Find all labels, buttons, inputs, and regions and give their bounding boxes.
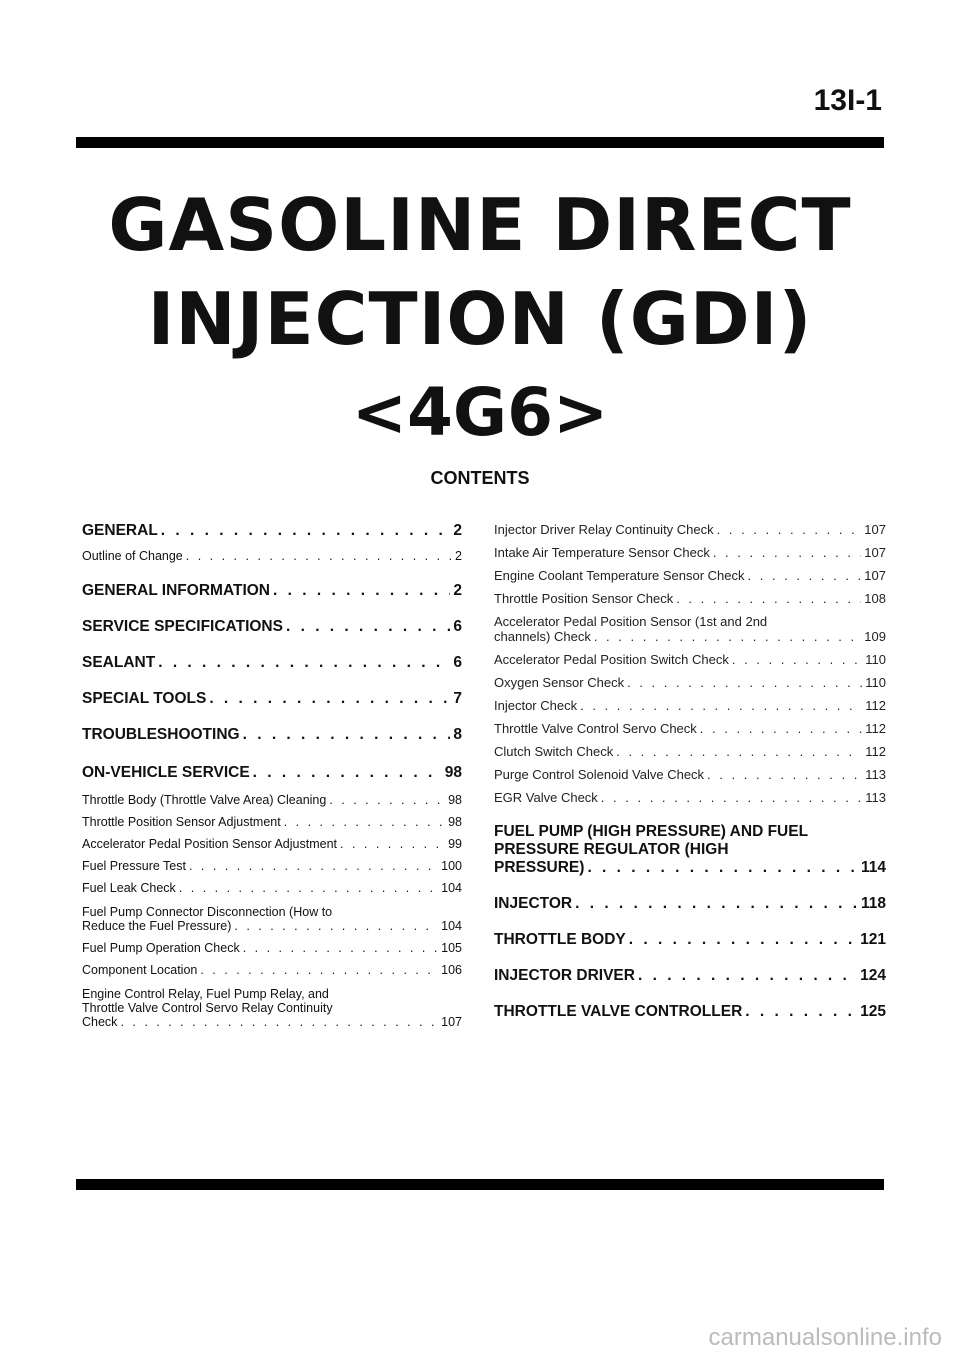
toc-entry-row xyxy=(494,1003,886,1021)
dot-leader xyxy=(580,698,862,713)
toc-entry-page: 105 xyxy=(441,941,462,955)
toc-entry-row xyxy=(82,522,462,540)
toc-entry xyxy=(82,764,462,782)
toc-entry-row xyxy=(494,652,886,667)
toc-entry-title: Fuel Leak Check xyxy=(82,881,176,895)
toc-entry-row xyxy=(494,744,886,759)
toc-entry-title: Check xyxy=(82,1015,118,1029)
dot-leader xyxy=(329,793,445,807)
toc-entry-row xyxy=(494,721,886,736)
toc-entry-title: Component Location xyxy=(82,963,198,977)
toc-entry xyxy=(82,881,462,895)
dot-leader xyxy=(627,675,862,690)
page-number: 13I-1 xyxy=(813,84,882,117)
toc-entry xyxy=(494,967,886,985)
dot-leader xyxy=(179,881,438,895)
toc-entry xyxy=(494,522,886,537)
toc-entry xyxy=(494,568,886,583)
toc-entry-title: Injector Check xyxy=(494,698,578,713)
toc-entry-page: 2 xyxy=(455,549,462,563)
toc-entry-title: SEALANT xyxy=(82,654,156,671)
toc-entry-page: 7 xyxy=(453,690,462,707)
toc-entry-row xyxy=(82,941,462,955)
toc-entry-title: Throttle Body (Throttle Valve Area) Cleaning xyxy=(82,793,327,807)
toc-entry-title-line: Throttle Valve Control Servo Relay Continuity xyxy=(82,1001,333,1015)
toc-entry-row xyxy=(82,881,462,895)
toc-entry xyxy=(82,793,462,807)
toc-entry-title: GENERAL INFORMATION xyxy=(82,582,271,599)
toc-entry-row xyxy=(494,895,886,913)
toc-entry-page: 110 xyxy=(865,675,886,690)
toc-entry-title: TROUBLESHOOTING xyxy=(82,726,240,743)
dot-leader xyxy=(616,744,862,759)
toc-entry xyxy=(82,963,462,977)
toc-entry xyxy=(494,1003,886,1021)
toc-entry-title-line: FUEL PUMP (HIGH PRESSURE) AND FUEL xyxy=(494,823,809,840)
toc-entry-title: Reduce the Fuel Pressure) xyxy=(82,919,232,933)
bottom-rule xyxy=(76,1179,884,1190)
toc-entry-row xyxy=(494,591,886,606)
toc-entry-row xyxy=(82,654,462,672)
toc-entry xyxy=(82,987,462,1029)
toc-entry-row xyxy=(494,545,886,560)
toc-entry-page: 2 xyxy=(453,522,462,539)
document-title xyxy=(0,178,960,460)
toc-entry xyxy=(82,941,462,955)
toc-entry-page: 106 xyxy=(441,963,462,977)
top-rule xyxy=(76,137,884,148)
toc-entry-row xyxy=(82,726,462,744)
title-line-3: <4G6> xyxy=(351,374,609,451)
toc-entry xyxy=(82,654,462,672)
toc-entry-title: THROTTLE BODY xyxy=(494,931,626,948)
toc-entry-page: 104 xyxy=(441,881,462,895)
toc-entry-page: 107 xyxy=(441,1015,462,1029)
toc-entry-row xyxy=(82,837,462,851)
toc-entry xyxy=(494,652,886,667)
toc-entry xyxy=(494,545,886,560)
toc-entry-page: 6 xyxy=(453,618,462,635)
toc-entry xyxy=(494,675,886,690)
dot-leader xyxy=(732,652,862,667)
toc-entry-title-line: Engine Control Relay, Fuel Pump Relay, and xyxy=(82,987,329,1001)
toc-entry xyxy=(494,614,886,644)
toc-entry xyxy=(82,837,462,851)
toc-entry-title: Clutch Switch Check xyxy=(494,744,614,759)
toc-entry-page: 112 xyxy=(865,698,886,713)
toc-entry-title: INJECTOR DRIVER xyxy=(494,967,635,984)
toc-entry xyxy=(494,790,886,805)
toc-entry xyxy=(82,905,462,933)
toc-entry-page: 110 xyxy=(865,652,886,667)
toc-entry-title: channels) Check xyxy=(494,629,591,644)
toc-entry-page: 112 xyxy=(865,744,886,759)
toc-entry xyxy=(494,823,886,877)
toc-entry-page: 6 xyxy=(453,654,462,671)
toc-entry-title-line: Fuel Pump Connector Disconnection (How to xyxy=(82,905,333,919)
toc-entry-page: 98 xyxy=(448,793,462,807)
dot-leader xyxy=(158,654,450,672)
toc-entry xyxy=(494,767,886,782)
toc-entry-title-line: Accelerator Pedal Position Sensor (1st and 2nd xyxy=(494,614,768,629)
toc-entry-title-line: PRESSURE REGULATOR (HIGH xyxy=(494,841,729,858)
toc-entry-row xyxy=(82,859,462,873)
toc-entry-row xyxy=(494,790,886,805)
toc-entry-row xyxy=(494,698,886,713)
dot-leader xyxy=(601,790,862,805)
dot-leader xyxy=(186,549,452,563)
toc-entry-row xyxy=(82,618,462,636)
toc-entry-page: 104 xyxy=(441,919,462,933)
toc-entry-page: 108 xyxy=(864,591,886,606)
toc-entry xyxy=(82,859,462,873)
toc-entry-page: 98 xyxy=(448,815,462,829)
toc-entry-title: SERVICE SPECIFICATIONS xyxy=(82,618,283,635)
dot-leader xyxy=(286,618,450,636)
toc-entry-page: 100 xyxy=(441,859,462,873)
toc-entry-title: Accelerator Pedal Position Sensor Adjustment xyxy=(82,837,337,851)
toc-entry-page: 2 xyxy=(453,582,462,599)
title-line-1: GASOLINE DIRECT xyxy=(108,183,852,267)
dot-leader xyxy=(243,726,451,744)
title-line-2: INJECTION (GDI) xyxy=(147,277,813,361)
dot-leader xyxy=(748,568,862,583)
toc-entry-title: PRESSURE) xyxy=(494,859,585,876)
toc-entry xyxy=(82,815,462,829)
toc-entry-row xyxy=(494,931,886,949)
toc-entry xyxy=(82,522,462,540)
dot-leader xyxy=(587,859,858,877)
dot-leader xyxy=(234,919,438,933)
toc-entry xyxy=(494,698,886,713)
toc-entry-row xyxy=(82,815,462,829)
toc-entry-row xyxy=(494,967,886,985)
toc-entry-page: 125 xyxy=(860,1003,886,1020)
contents-heading: CONTENTS xyxy=(430,468,530,488)
toc-entry-row xyxy=(82,963,462,977)
toc-entry-title: Outline of Change xyxy=(82,549,183,563)
dot-leader xyxy=(745,1003,857,1021)
watermark: carmanualsonline.info xyxy=(708,1324,942,1351)
dot-leader xyxy=(253,764,442,782)
toc-entry-title: Throttle Valve Control Servo Check xyxy=(494,721,697,736)
toc-entry-row xyxy=(494,568,886,583)
toc-entry xyxy=(494,721,886,736)
toc-entry-row xyxy=(494,629,886,644)
toc-entry-row xyxy=(82,1015,462,1029)
dot-leader xyxy=(243,941,438,955)
toc-entry-page: 113 xyxy=(865,767,886,782)
toc-entry-page: 118 xyxy=(860,895,886,912)
toc-entry xyxy=(494,591,886,606)
dot-leader xyxy=(120,1015,438,1029)
toc-entry-title: Accelerator Pedal Position Switch Check xyxy=(494,652,729,667)
toc-entry-page: 107 xyxy=(864,568,886,583)
toc-entry-title: Fuel Pressure Test xyxy=(82,859,186,873)
toc-entry xyxy=(494,744,886,759)
dot-leader xyxy=(676,591,861,606)
dot-leader xyxy=(594,629,861,644)
toc-entry-title: Fuel Pump Operation Check xyxy=(82,941,240,955)
toc-entry-row xyxy=(82,582,462,600)
toc-entry-title: INJECTOR xyxy=(494,895,573,912)
toc-entry-row xyxy=(82,793,462,807)
toc-entry xyxy=(82,618,462,636)
toc-entry-page: 121 xyxy=(860,931,886,948)
toc-entry-page: 124 xyxy=(860,967,886,984)
toc-right-column xyxy=(494,522,886,1021)
dot-leader xyxy=(340,837,445,851)
toc-entry-page: 109 xyxy=(864,629,886,644)
toc-entry-page: 114 xyxy=(860,859,886,876)
toc-entry xyxy=(494,931,886,949)
toc-entry xyxy=(82,582,462,600)
dot-leader xyxy=(273,582,450,600)
toc-entry xyxy=(82,549,462,563)
toc-entry-page: 8 xyxy=(453,726,462,743)
toc-entry-title: Intake Air Temperature Sensor Check xyxy=(494,545,710,560)
toc-entry-page: 112 xyxy=(865,721,886,736)
toc-entry-title: Oxygen Sensor Check xyxy=(494,675,625,690)
toc-entry-row xyxy=(494,675,886,690)
toc-entry xyxy=(82,690,462,708)
toc-entry-row xyxy=(82,549,462,563)
toc-entry-row xyxy=(82,919,462,933)
dot-leader xyxy=(707,767,862,782)
dot-leader xyxy=(161,522,451,540)
dot-leader xyxy=(575,895,858,913)
toc-entry-title: SPECIAL TOOLS xyxy=(82,690,207,707)
dot-leader xyxy=(717,522,862,537)
toc-entry-row xyxy=(82,764,462,782)
toc-entry-title: GENERAL xyxy=(82,522,158,539)
dot-leader xyxy=(189,859,438,873)
toc-entry-title: Purge Control Solenoid Valve Check xyxy=(494,767,705,782)
toc-entry-page: 107 xyxy=(864,522,886,537)
dot-leader xyxy=(638,967,857,985)
toc-entry-page: 98 xyxy=(444,764,462,781)
toc-entry-title: THROTTLE VALVE CONTROLLER xyxy=(494,1003,743,1020)
toc-entry xyxy=(494,895,886,913)
dot-leader xyxy=(200,963,438,977)
toc-entry-title: Throttle Position Sensor Adjustment xyxy=(82,815,281,829)
toc-entry-title: Throttle Position Sensor Check xyxy=(494,591,674,606)
toc-entry-title: Engine Coolant Temperature Sensor Check xyxy=(494,568,745,583)
toc-entry-row xyxy=(82,690,462,708)
dot-leader xyxy=(713,545,861,560)
dot-leader xyxy=(209,690,450,708)
dot-leader xyxy=(629,931,857,949)
toc-left-column xyxy=(82,522,462,1029)
toc-entry xyxy=(82,726,462,744)
toc-entry-page: 107 xyxy=(864,545,886,560)
toc-entry-title: Injector Driver Relay Continuity Check xyxy=(494,522,714,537)
toc-entry-page: 99 xyxy=(448,837,462,851)
toc-entry-row xyxy=(494,767,886,782)
toc-entry-title: ON-VEHICLE SERVICE xyxy=(82,764,250,781)
dot-leader xyxy=(700,721,862,736)
toc-entry-row xyxy=(494,522,886,537)
toc-entry-row xyxy=(494,859,886,877)
toc-entry-page: 113 xyxy=(865,790,886,805)
toc-entry-title: EGR Valve Check xyxy=(494,790,598,805)
dot-leader xyxy=(284,815,445,829)
